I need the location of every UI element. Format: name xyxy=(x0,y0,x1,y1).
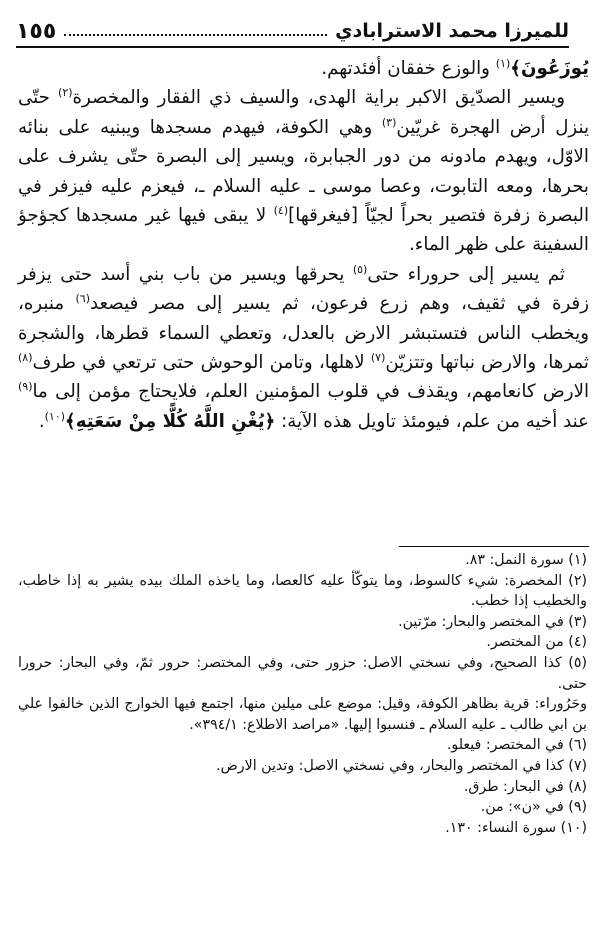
running-title: للميرزا محمد الاسترابادي xyxy=(335,20,569,42)
footnote-ref: (٨) xyxy=(18,351,33,364)
footnote-6: (٦) في المختصر: فيعلو. xyxy=(446,737,587,754)
footnote-5-continuation: وحَرُوراء: قرية بظاهر الكوفة، وقيل: موضع على ميلين منها، اجتمع فيها الخوارج الذين خالفوا علي بن ابي طالب ـ عليه السلام ـ فنسبوا إليها. «مراصد الاطلاع: ٣٩٤/١». xyxy=(18,696,587,733)
text-run: حتّى ينزل أرض الهجرة غريّين xyxy=(18,87,590,138)
footnote-2: (٢) المخصرة: شيء كالسوط، وما يتوكّأ عليه كالعصا، وما ياخذه الملك بيده يشير به إذا خاطب، والخطيب إذا خطب. xyxy=(18,572,587,610)
footnote-1: (١) سورة النمل: ٨٣. xyxy=(465,552,587,568)
running-header xyxy=(16,12,569,48)
footnote-5: (٥) كذا الصحيح، وفي نسختي الاصل: حزور حتى، وفي المختصر: حرور ثمّ، وفي البحار: حرورا حتى. xyxy=(18,654,587,692)
text-run: لاهلها، وتامن الوحوش حتى ترتعي في طرف xyxy=(32,352,371,374)
header-dot-leader xyxy=(64,34,327,36)
quran-quote: ﴿يُغْنِ اللَّهُ كُلًّا مِنْ سَعَتِهِ﴾ xyxy=(65,410,276,432)
paragraph-3 xyxy=(18,260,589,436)
paragraph-1 xyxy=(18,54,589,83)
footnote-ref: (٧) xyxy=(370,351,386,364)
footnote-7: (٧) كذا في المختصر والبحار، وفي نسختي الاصل: وتدين الارض. xyxy=(216,757,587,774)
footnote-8: (٨) في البحار: طرق. xyxy=(463,778,587,795)
paragraph-2 xyxy=(18,83,589,259)
main-text xyxy=(18,54,589,436)
quran-quote: يُوزَعُونَ﴾ xyxy=(510,58,589,79)
text-run: يحرقها ويسير من باب بني أسد حتى يزفر زفرة في ثقيف، وهم زرع فرعون، ثم يسير إلى مصر فيصعد xyxy=(18,263,590,315)
footnote-4: (٤) من المختصر. xyxy=(486,634,587,651)
text-run: عند أخيه من علم، فيومئذ تاويل هذه الآية: xyxy=(275,410,589,432)
footnote-divider xyxy=(399,546,589,547)
text-run: لا يبقى فيها غير مسجدها كجؤجؤ السفينة على ظهر الماء. xyxy=(18,205,589,256)
text-run: والوزع خفقان أفئدتهم. xyxy=(321,58,496,79)
footnote-ref: (٢) xyxy=(58,86,73,100)
footnote-ref: (٣) xyxy=(381,115,397,129)
footnote-ref: (٤) xyxy=(273,203,289,217)
text-run: منبره، ويخطب الناس فتستبشر الارض بالعدل، وتعطي السماء قطرها، والشجرة ثمرها، والارض نباتها وتتزيّن xyxy=(18,293,589,374)
footnote-ref: (١٠) xyxy=(44,409,66,423)
text-run: وهي الكوفة، فيهدم مسجدها ويبنيه على بنائه الاوّل، ويهدم مادونه من دور الجبابرة، ويسير إلى البصرة حتّى يشرف على بحرها، ومعه التابوت، وعصا موسى ـ عليه السلام ـ، فيعزم عليه فيزفر في البصرة زفرة فتصير بحراً لجيّاً [فيغرقها] xyxy=(18,116,589,227)
footnote-ref: (١) xyxy=(495,56,511,70)
footnote-ref: (٩) xyxy=(18,380,33,394)
page-number: ١٥٥ xyxy=(16,19,57,44)
footnote-ref: (٥) xyxy=(352,262,368,276)
text-run: ويسير الصدّيق الاكبر براية الهدى، والسيف ذي الفقار والمخصرة xyxy=(72,87,565,109)
text-run: ثم يسير إلى حروراء حتى xyxy=(367,263,565,285)
footnote-10: (١٠) سورة النساء: ١٣٠. xyxy=(445,819,587,836)
footnote-9: (٩) في «ن»: من. xyxy=(480,799,587,816)
text-run: . xyxy=(38,410,45,432)
footnote-ref: (٦) xyxy=(75,292,90,306)
text-run: الارض كانعامهم، ويقذف في قلوب المؤمنين العلم، فلايحتاج مؤمن إلى ما xyxy=(32,381,589,403)
footnote-3: (٣) في المختصر والبحار: مرّتين. xyxy=(398,613,587,630)
footnotes xyxy=(18,550,587,838)
